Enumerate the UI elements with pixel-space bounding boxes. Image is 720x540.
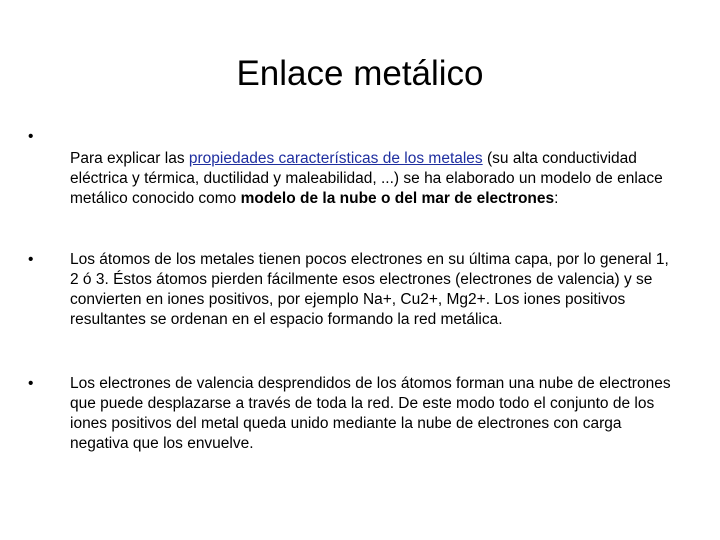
metal-properties-link[interactable]: propiedades características de los metales [188, 150, 483, 167]
bullet-dot: • [28, 251, 34, 268]
bullet-text [70, 149, 680, 209]
bullet-dot: • [28, 375, 34, 392]
bullet-text-middle: (su alta conductividad eléctrica y térmica, ductilidad y maleabilidad, ...) se ha elaborado un modelo de enlace metálico conocido como [70, 150, 663, 207]
bullet-text-intro: Para explicar las [70, 150, 189, 167]
bullet-text: Los electrones de valencia desprendidos de los átomos forman una nube de electrones que puede desplazarse a través de toda la red. De este modo todo el conjunto de los iones positivos del metal queda unido mediante la nube de electrones con carga negativa que los envuelve. [70, 375, 671, 452]
model-name-bold: modelo de la nube o del mar de electrones [240, 190, 555, 207]
bullet-text: Los átomos de los metales tienen pocos electrones en su última capa, por lo general 1, 2 ó 3. Éstos átomos pierden fácilmente esos electrones (electrones de valencia) y se convierten en iones positivos, por ejemplo Na+, Cu2+, Mg2+. Los iones positivos resultantes se ordenan en el espacio formando la red metálica. [70, 251, 669, 328]
bullet-dot: • [28, 128, 34, 145]
slide-title: Enlace metálico [236, 54, 484, 93]
bullet-text-end: : [554, 190, 559, 207]
